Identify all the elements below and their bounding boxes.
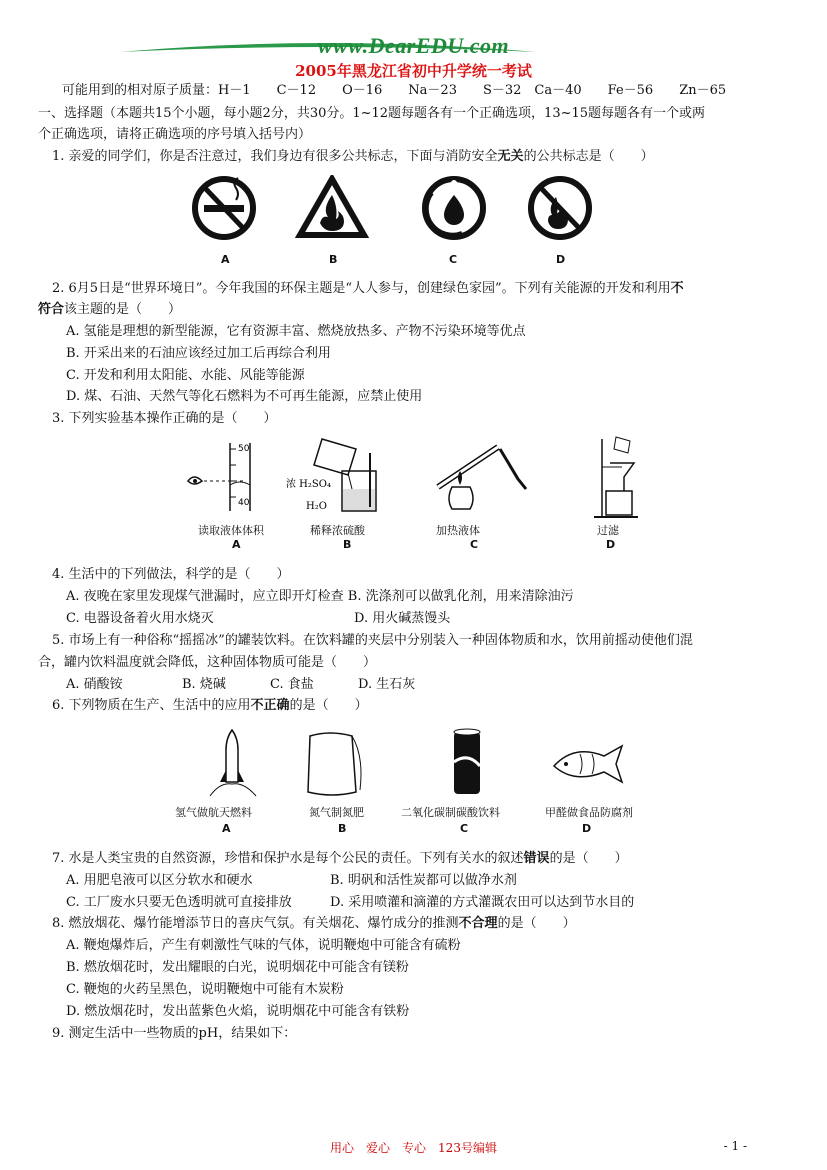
q6-label-b: B [338, 822, 347, 835]
q5-option-c: C. 食盐 [270, 677, 314, 692]
q1-label-c: C [449, 253, 458, 266]
q5-option-b: B. 烧碱 [182, 677, 226, 692]
q6-caption-b: 氮气制氮肥 [309, 806, 364, 819]
q2-option-d: D. 煤、石油、天然气等化石燃料为不可再生能源，应禁止使用 [66, 389, 423, 404]
q5-option-d: D. 生石灰 [358, 677, 416, 692]
q3-caption-d: 过滤 [597, 524, 619, 537]
q2-option-a: A. 氢能是理想的新型能源，它有资源丰富、燃烧放热多、产物不污染环境等优点 [66, 324, 526, 339]
q2-stem-2: 符合该主题的是（ ） [38, 302, 182, 317]
section-instructions-2: 个正确选项，请将正确选项的序号填入括号内） [38, 127, 312, 142]
q4-option-d: D. 用火碱蒸馒头 [354, 611, 451, 626]
q3-label-c: C [470, 538, 479, 551]
water-label: H₂O [306, 501, 327, 512]
page-number: - 1 - [723, 1139, 747, 1153]
q1-label-d: D [556, 253, 566, 266]
q2-option-c: C. 开发和利用太阳能、水能、风能等能源 [66, 368, 305, 383]
q4-option-c: C. 电器设备着火用水烧灭 [66, 611, 214, 626]
q8-option-a: A. 鞭炮爆炸后，产生有刺激性气味的气体，说明鞭炮中可能含有硫粉 [66, 938, 461, 953]
q1-signs [192, 175, 632, 257]
cylinder-mark-40: 40 [238, 498, 250, 508]
atomic-masses: 可能用到的相对原子质量：H－1 C－12 O－16 Na－23 S－32 Ca－40 Fe－56 Zn－65 [62, 83, 727, 98]
q5-option-a: A. 硝酸铵 [66, 677, 123, 692]
q2-stem-1: 2. 6月5日是“世界环境日”。今年我国的环保主题是“人人参与，创建绿色家园”。下列有关能源的开发和利用不 [52, 281, 684, 296]
q7-option-c: C. 工厂废水只要无色透明就可直接排放 [66, 895, 292, 910]
footer-text: 用心 爱心 专心 123号编辑 [330, 1141, 497, 1155]
q3-label-b: B [343, 538, 352, 551]
q9-stem: 9. 测定生活中一些物质的pH，结果如下： [52, 1026, 297, 1041]
q6-caption-a: 氢气做航天燃料 [175, 806, 252, 819]
no-smoking-icon [195, 178, 253, 237]
section-instructions-1: 一、选择题（本题共15个小题，每小题2分，共30分。1~12题每题各有一个正确选项，13~15题每题各有一个或两 [38, 106, 706, 121]
q1-label-a: A [221, 253, 230, 266]
q8-option-b: B. 燃放烟花时，发出耀眼的白光，说明烟花中可能含有镁粉 [66, 960, 409, 975]
q8-stem: 8. 燃放烟花、爆竹能增添节日的喜庆气氛。有关烟花、爆竹成分的推测不合理的是（ ） [52, 916, 576, 931]
q6-label-a: A [222, 822, 231, 835]
cylinder-mark-50: 50 [238, 444, 250, 454]
q2-option-b: B. 开采出来的石油应该经过加工后再综合利用 [66, 346, 331, 361]
fish-icon [554, 746, 622, 782]
q7-option-a: A. 用肥皂液可以区分软水和硬水 [66, 873, 253, 888]
q5-stem-1: 5. 市场上有一种俗称“摇摇冰”的罐装饮料。在饮料罐的夹层中分别装入一种固体物质和水，饮用前摇动使他们混 [52, 633, 693, 648]
q7-option-d: D. 采用喷灌和滴灌的方式灌溉农田可以达到节水目的 [330, 895, 635, 910]
rocket-icon [210, 730, 256, 796]
q1-stem: 1. 亲爱的同学们，你是否注意过，我们身边有很多公共标志，下面与消防安全无关的公共标志是（ ） [52, 149, 654, 164]
fertilizer-bag-icon [308, 733, 361, 795]
q7-option-b: B. 明矾和活性炭都可以做净水剂 [330, 873, 517, 888]
q8-option-d: D. 燃放烟花时，发出蓝紫色火焰，说明烟花中可能含有铁粉 [66, 1004, 410, 1019]
q4-stem: 4. 生活中的下列做法，科学的是（ ） [52, 567, 290, 582]
q6-stem: 6. 下列物质在生产、生活中的应用不正确的是（ ） [52, 698, 368, 713]
heating-test-tube-icon [438, 447, 526, 509]
q6-caption-d: 甲醛做食品防腐剂 [545, 806, 633, 819]
flammable-warning-icon [300, 179, 364, 235]
q3-figures [182, 435, 652, 525]
q6-label-c: C [460, 822, 469, 835]
site-logo: www.DearEDU.com [317, 33, 510, 58]
exam-title: 2005年黑龙江省初中升学统一考试 [295, 62, 532, 80]
q3-caption-c: 加热液体 [436, 524, 480, 537]
q3-label-d: D [606, 538, 616, 551]
no-fire-icon [531, 179, 589, 237]
q7-stem: 7. 水是人类宝贵的自然资源，珍惜和保护水是每个公民的责任。下列有关水的叙述错误的是（ ） [52, 851, 628, 866]
q3-caption-b: 稀释浓硫酸 [310, 524, 365, 537]
soda-can-icon [454, 729, 480, 794]
q1-label-b: B [329, 253, 338, 266]
q6-label-d: D [582, 822, 592, 835]
q8-option-c: C. 鞭炮的火药呈黑色，说明鞭炮中可能有木炭粉 [66, 982, 344, 997]
acid-label: 浓 H₂SO₄ [286, 479, 331, 490]
q3-label-a: A [232, 538, 241, 551]
q6-figures [170, 722, 670, 802]
q3-stem: 3. 下列实验基本操作正确的是（ ） [52, 411, 277, 426]
filtration-icon [594, 437, 638, 517]
water-saving-icon [425, 179, 483, 237]
q5-stem-2: 合，罐内饮料温度就会降低，这种固体物质可能是（ ） [38, 655, 377, 670]
q3-caption-a: 读取液体体积 [198, 524, 264, 537]
q6-caption-c: 二氧化碳制碳酸饮料 [401, 806, 500, 819]
q4-options-ab: A. 夜晚在家里发现煤气泄漏时，应立即开灯检查 B. 洗涤剂可以做乳化剂，用来清除油污 [66, 589, 574, 604]
